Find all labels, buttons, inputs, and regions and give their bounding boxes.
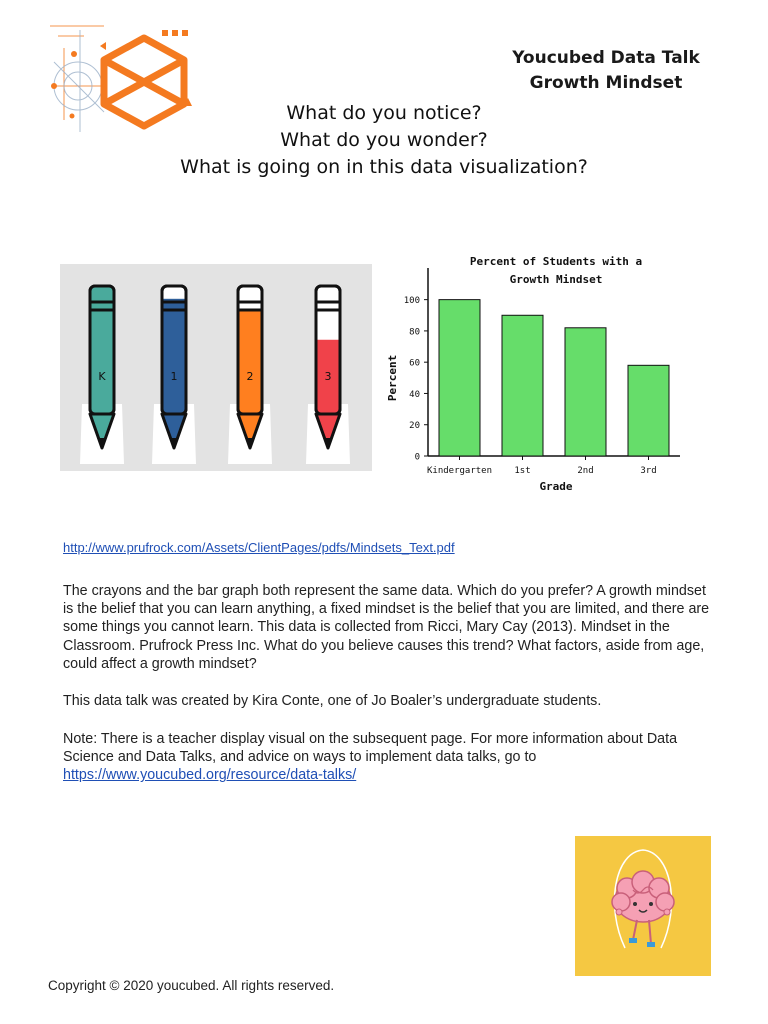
copyright-notice: Copyright © 2020 youcubed. All rights reserved. xyxy=(48,978,335,993)
brain-jump-rope-illustration xyxy=(575,836,711,976)
y-tick-label: 20 xyxy=(409,421,420,432)
x-axis-label: Grade xyxy=(539,480,573,493)
y-tick-label: 0 xyxy=(414,452,420,463)
bar-3rd xyxy=(628,365,669,456)
question-whats-going-on: What is going on in this data visualization? xyxy=(180,156,588,178)
y-tick-label: 60 xyxy=(409,358,420,369)
crayon-visualization xyxy=(60,264,372,471)
crayon-2 xyxy=(228,286,272,464)
chart-title-line-1: Percent of Students with a xyxy=(469,255,643,268)
x-tick-label: 2nd xyxy=(577,466,594,476)
source-pdf-link[interactable]: http://www.prufrock.com/Assets/ClientPages/pdfs/Mindsets_Text.pdf xyxy=(63,540,455,555)
crayon-label: 1 xyxy=(170,370,178,383)
bar-2nd xyxy=(565,328,606,456)
prompt-questions xyxy=(0,100,768,181)
y-tick-label: 40 xyxy=(409,389,420,400)
y-tick-label: 80 xyxy=(409,327,420,338)
crayon-3 xyxy=(306,286,350,464)
chart-title-line-2: Growth Mindset xyxy=(509,273,603,286)
crayon-label: 3 xyxy=(324,370,332,383)
question-wonder: What do you wonder? xyxy=(280,129,488,151)
crayon-fill xyxy=(164,299,185,414)
growth-mindset-bar-chart xyxy=(380,246,690,496)
credit-paragraph: This data talk was created by Kira Conte, one of Jo Boaler’s undergraduate students. xyxy=(63,693,602,709)
document-title xyxy=(486,46,726,96)
x-tick-label: 1st xyxy=(514,466,531,476)
y-axis-label: Percent xyxy=(386,354,399,402)
crayon-label: K xyxy=(98,370,106,383)
crayon-label: 2 xyxy=(246,370,254,383)
crayon-fill xyxy=(240,309,261,414)
x-tick-label: Kindergarten xyxy=(426,466,493,476)
question-notice: What do you notice? xyxy=(286,102,482,124)
title-line-2: Growth Mindset xyxy=(529,73,683,93)
crayon-1 xyxy=(152,286,196,464)
title-line-1: Youcubed Data Talk xyxy=(512,48,700,68)
note-text: Note: There is a teacher display visual on the subsequent page. For more information about Data Science and Data Talks, and advice on ways to implement data talks, go to xyxy=(63,731,678,766)
bar-kindergarten xyxy=(439,300,480,456)
x-tick-label: 3rd xyxy=(640,466,657,476)
note-paragraph xyxy=(63,730,713,785)
crayon-fill xyxy=(92,286,113,414)
description-paragraph: The crayons and the bar graph both represent the same data. Which do you prefer? A growth mindset is the belief that you can learn anything, a fixed mindset is the belief that you are limited, and there are some things you cannot learn. This data is collected from Ricci, Mary Cay (2013). Mindset in the Classroom. Prufrock Press Inc. What do you believe causes this trend? What factors, aside from age, could affect a growth mindset? xyxy=(63,583,710,672)
y-tick-label: 100 xyxy=(403,296,420,307)
data-talks-link[interactable]: https://www.youcubed.org/resource/data-talks/ xyxy=(63,767,357,784)
bar-1st xyxy=(502,315,543,456)
crayon-k xyxy=(80,286,124,464)
